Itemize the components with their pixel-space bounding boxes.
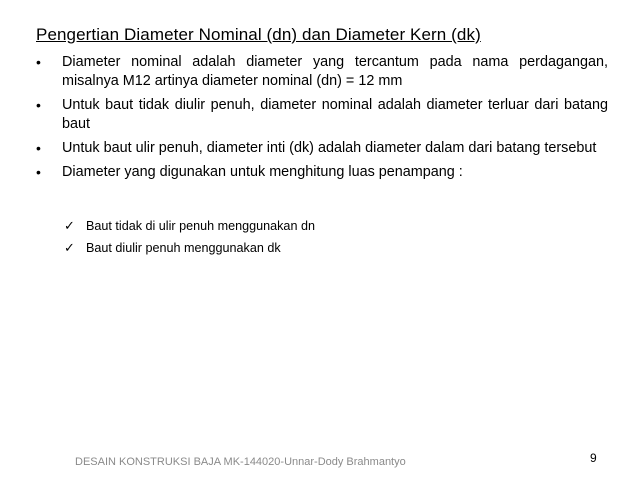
sub-bullet-list: [64, 216, 315, 260]
bullet-item: [36, 53, 608, 91]
bullet-text: Diameter yang digunakan untuk menghitung luas penampang :: [62, 164, 463, 180]
sub-bullet-text: Baut diulir penuh menggunakan dk: [86, 241, 281, 255]
slide-footer: DESAIN KONSTRUKSI BAJA MK-144020-Unnar-Dody Brahmantyo: [75, 456, 406, 468]
check-icon: ✓: [64, 218, 75, 233]
bullet-marker: •: [36, 54, 41, 70]
bullet-item: [36, 139, 608, 158]
bullet-item: [36, 96, 608, 134]
sub-bullet-item: [64, 238, 315, 258]
check-icon: ✓: [64, 240, 75, 255]
bullet-text: Untuk baut tidak diulir penuh, diameter nominal adalah diameter terluar dari batang baut: [62, 97, 608, 132]
bullet-item: [36, 163, 608, 182]
bullet-list: [36, 53, 608, 187]
bullet-text: Untuk baut ulir penuh, diameter inti (dk) adalah diameter dalam dari batang tersebut: [62, 140, 597, 156]
slide-title: Pengertian Diameter Nominal (dn) dan Diameter Kern (dk): [36, 25, 481, 44]
sub-bullet-text: Baut tidak di ulir penuh menggunakan dn: [86, 219, 315, 233]
page-number: 9: [590, 451, 597, 465]
bullet-text: Diameter nominal adalah diameter yang tercantum pada nama perdagangan, misalnya M12 artinya diameter nominal (dn) = 12 mm: [62, 54, 608, 89]
sub-bullet-item: [64, 216, 315, 236]
bullet-marker: •: [36, 97, 41, 113]
bullet-marker: •: [36, 164, 41, 180]
bullet-marker: •: [36, 140, 41, 156]
